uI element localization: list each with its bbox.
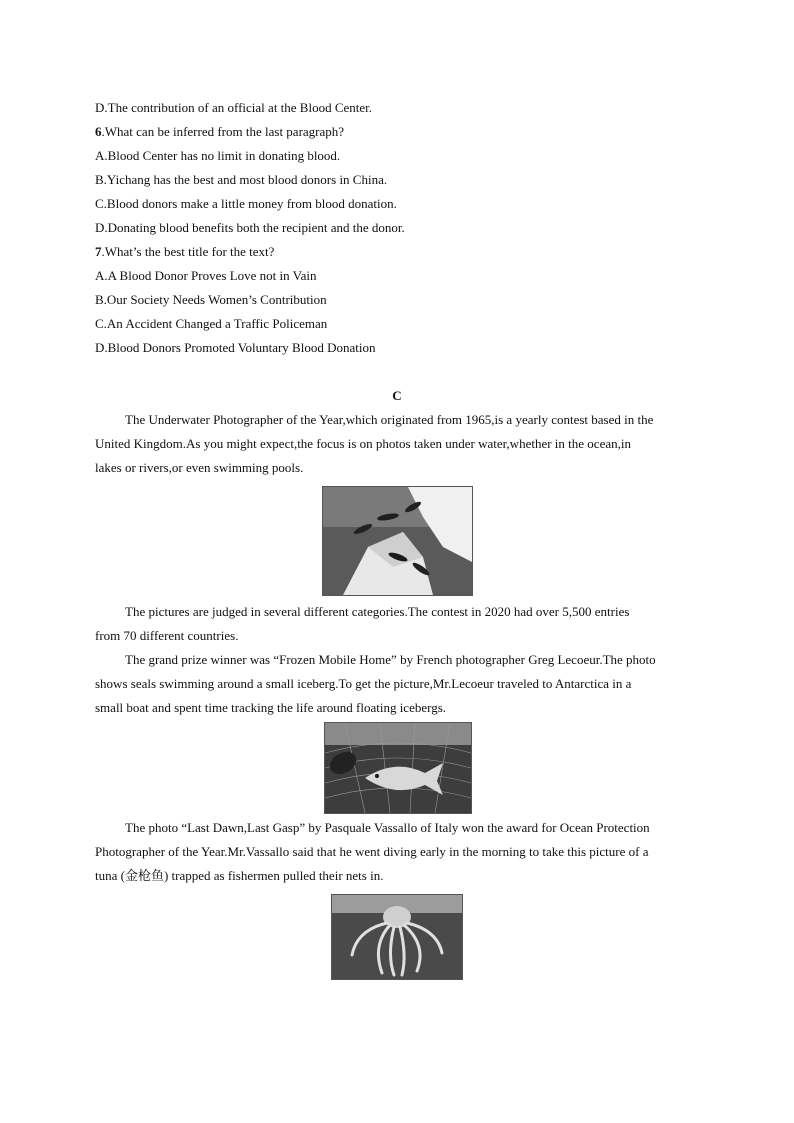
q6-option-b: B.Yichang has the best and most blood donors in China. (95, 172, 388, 187)
octopus-photo (331, 894, 463, 980)
p4-line-2: Photographer of the Year.Mr.Vassallo said that he went diving early in the morning to take this picture of a (95, 844, 649, 859)
q6-number: 6 (95, 124, 102, 139)
q7-number: 7 (95, 244, 102, 259)
q7-option-b: B.Our Society Needs Women’s Contribution (95, 292, 327, 307)
p1-line-3: lakes or rivers,or even swimming pools. (95, 460, 304, 475)
p4-line-1: The photo “Last Dawn,Last Gasp” by Pasquale Vassallo of Italy won the award for Ocean Protection (125, 820, 650, 835)
p2-line-1: The pictures are judged in several different categories.The contest in 2020 had over 5,500 entries (125, 604, 630, 619)
q6-option-c: C.Blood donors make a little money from blood donation. (95, 196, 397, 211)
p1-line-1: The Underwater Photographer of the Year,which originated from 1965,is a yearly contest based in the (125, 412, 654, 427)
q6-stem (95, 120, 705, 144)
q6-stem-text: .What can be inferred from the last paragraph? (101, 124, 345, 139)
q7-option-c: C.An Accident Changed a Traffic Policeman (95, 316, 328, 331)
q6-option-a: A.Blood Center has no limit in donating blood. (95, 148, 341, 163)
p2-line-2: from 70 different countries. (95, 628, 239, 643)
tuna-net-photo (324, 722, 472, 814)
q7-stem-text: .What’s the best title for the text? (101, 244, 275, 259)
seals-iceberg-photo (322, 486, 473, 596)
p3-line-2: shows seals swimming around a small iceberg.To get the picture,Mr.Lecoeur traveled to Antarctica in a (95, 676, 632, 691)
q6-option-d: D.Donating blood benefits both the recipient and the donor. (95, 220, 405, 235)
q7-option-d: D.Blood Donors Promoted Voluntary Blood Donation (95, 340, 376, 355)
p3-line-3: small boat and spent time tracking the life around floating icebergs. (95, 700, 447, 715)
q5-option-d: D.The contribution of an official at the Blood Center. (95, 100, 373, 115)
p3-line-1: The grand prize winner was “Frozen Mobile Home” by French photographer Greg Lecoeur.The photo (125, 652, 656, 667)
p4-line-3: tuna (金枪鱼) trapped as fishermen pulled their nets in. (95, 868, 384, 883)
q7-stem (95, 240, 705, 264)
passage-heading: C (392, 388, 402, 403)
q7-option-a: A.A Blood Donor Proves Love not in Vain (95, 268, 317, 283)
p1-line-2: United Kingdom.As you might expect,the focus is on photos taken under water,whether in the ocean,in (95, 436, 631, 451)
